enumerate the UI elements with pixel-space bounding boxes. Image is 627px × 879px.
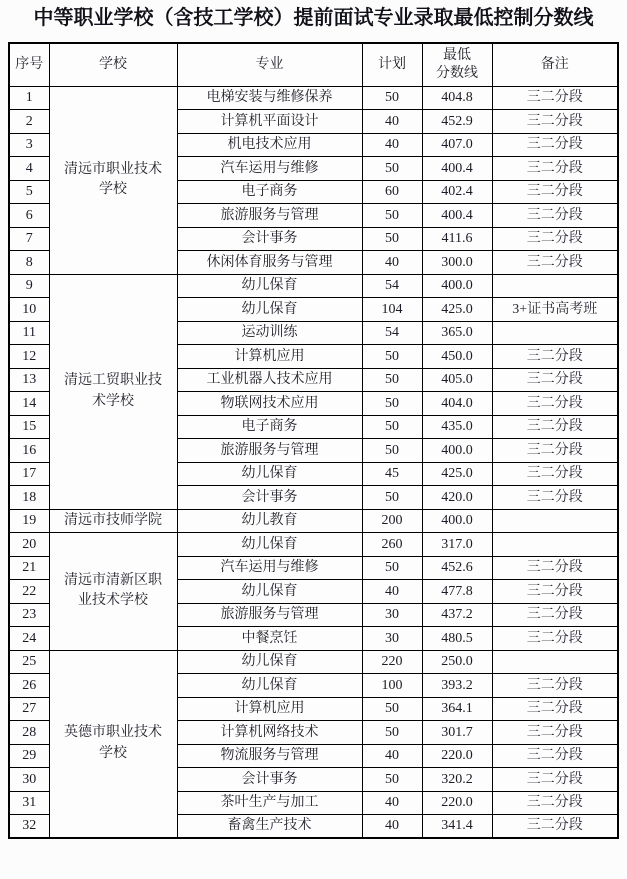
header-plan: 计划: [362, 43, 422, 86]
remark: 三二分段: [492, 204, 618, 228]
remark: 三二分段: [492, 697, 618, 721]
header-row: [9, 43, 618, 86]
plan-count: 40: [362, 791, 422, 815]
plan-count: 100: [362, 674, 422, 698]
school-name: 清远工贸职业技术学校: [49, 274, 177, 509]
min-score: 320.2: [422, 768, 492, 792]
row-number: 14: [9, 392, 49, 416]
min-score: 407.0: [422, 133, 492, 157]
min-score: 400.0: [422, 439, 492, 463]
major-name: 汽车运用与维修: [177, 556, 362, 580]
school-name: 清远市职业技术学校: [49, 86, 177, 274]
major-name: 会计事务: [177, 768, 362, 792]
row-number: 9: [9, 274, 49, 298]
row-number: 12: [9, 345, 49, 369]
row-number: 10: [9, 298, 49, 322]
major-name: 计算机网络技术: [177, 721, 362, 745]
plan-count: 50: [362, 368, 422, 392]
major-name: 幼儿保育: [177, 298, 362, 322]
major-name: 会计事务: [177, 486, 362, 510]
major-name: 幼儿保育: [177, 533, 362, 557]
header-major: 专业: [177, 43, 362, 86]
row-number: 21: [9, 556, 49, 580]
plan-count: 50: [362, 157, 422, 181]
remark: 三二分段: [492, 110, 618, 134]
plan-count: 50: [362, 768, 422, 792]
row-number: 29: [9, 744, 49, 768]
remark: 三二分段: [492, 462, 618, 486]
min-score: 220.0: [422, 791, 492, 815]
remark: 三二分段: [492, 227, 618, 251]
row-number: 2: [9, 110, 49, 134]
remark: 三二分段: [492, 86, 618, 110]
major-name: 幼儿保育: [177, 650, 362, 674]
header-remark: 备注: [492, 43, 618, 86]
min-score: 411.6: [422, 227, 492, 251]
page-title: 中等职业学校（含技工学校）提前面试专业录取最低控制分数线: [33, 7, 594, 29]
row-number: 4: [9, 157, 49, 181]
row-number: 7: [9, 227, 49, 251]
plan-count: 40: [362, 815, 422, 839]
row-number: 27: [9, 697, 49, 721]
min-score: 404.0: [422, 392, 492, 416]
remark: 三二分段: [492, 439, 618, 463]
remark: 三二分段: [492, 791, 618, 815]
table-row: [9, 650, 618, 674]
row-number: 22: [9, 580, 49, 604]
table-header: [9, 43, 618, 86]
plan-count: 40: [362, 744, 422, 768]
major-name: 计算机应用: [177, 345, 362, 369]
header-no: 序号: [9, 43, 49, 86]
remark: 三二分段: [492, 556, 618, 580]
plan-count: 40: [362, 580, 422, 604]
major-name: 旅游服务与管理: [177, 603, 362, 627]
min-score: 435.0: [422, 415, 492, 439]
major-name: 幼儿保育: [177, 462, 362, 486]
major-name: 幼儿保育: [177, 580, 362, 604]
plan-count: 30: [362, 627, 422, 651]
remark: [492, 650, 618, 674]
plan-count: 40: [362, 251, 422, 275]
remark: [492, 533, 618, 557]
major-name: 幼儿教育: [177, 509, 362, 533]
row-number: 11: [9, 321, 49, 345]
plan-count: 50: [362, 415, 422, 439]
row-number: 3: [9, 133, 49, 157]
plan-count: 45: [362, 462, 422, 486]
remark: [492, 321, 618, 345]
remark: 3+证书高考班: [492, 298, 618, 322]
plan-count: 104: [362, 298, 422, 322]
major-name: 幼儿保育: [177, 274, 362, 298]
remark: 三二分段: [492, 368, 618, 392]
school-name: 英德市职业技术学校: [49, 650, 177, 838]
row-number: 23: [9, 603, 49, 627]
min-score: 404.8: [422, 86, 492, 110]
plan-count: 60: [362, 180, 422, 204]
header-min-score-line1: 最低: [443, 48, 471, 64]
plan-count: 50: [362, 697, 422, 721]
plan-count: 54: [362, 321, 422, 345]
row-number: 32: [9, 815, 49, 839]
major-name: 电子商务: [177, 415, 362, 439]
min-score: 452.6: [422, 556, 492, 580]
min-score: 341.4: [422, 815, 492, 839]
row-number: 8: [9, 251, 49, 275]
score-table: [8, 42, 619, 839]
plan-count: 50: [362, 721, 422, 745]
remark: 三二分段: [492, 815, 618, 839]
min-score: 425.0: [422, 298, 492, 322]
table-row: [9, 274, 618, 298]
remark: 三二分段: [492, 157, 618, 181]
major-name: 工业机器人技术应用: [177, 368, 362, 392]
plan-count: 40: [362, 133, 422, 157]
remark: 三二分段: [492, 133, 618, 157]
remark: 三二分段: [492, 627, 618, 651]
min-score: 400.0: [422, 274, 492, 298]
major-name: 休闲体育服务与管理: [177, 251, 362, 275]
min-score: 402.4: [422, 180, 492, 204]
min-score: 400.4: [422, 157, 492, 181]
remark: 三二分段: [492, 415, 618, 439]
remark: [492, 509, 618, 533]
plan-count: 200: [362, 509, 422, 533]
min-score: 365.0: [422, 321, 492, 345]
row-number: 28: [9, 721, 49, 745]
min-score: 477.8: [422, 580, 492, 604]
min-score: 405.0: [422, 368, 492, 392]
school-name: 清远市清新区职业技术学校: [49, 533, 177, 651]
row-number: 20: [9, 533, 49, 557]
remark: 三二分段: [492, 345, 618, 369]
major-name: 电梯安装与维修保养: [177, 86, 362, 110]
major-name: 幼儿保育: [177, 674, 362, 698]
remark: [492, 274, 618, 298]
row-number: 18: [9, 486, 49, 510]
min-score: 480.5: [422, 627, 492, 651]
row-number: 1: [9, 86, 49, 110]
remark: 三二分段: [492, 180, 618, 204]
header-min-score: [422, 43, 492, 86]
plan-count: 50: [362, 439, 422, 463]
major-name: 电子商务: [177, 180, 362, 204]
major-name: 旅游服务与管理: [177, 439, 362, 463]
plan-count: 30: [362, 603, 422, 627]
major-name: 物流服务与管理: [177, 744, 362, 768]
remark: 三二分段: [492, 721, 618, 745]
min-score: 301.7: [422, 721, 492, 745]
plan-count: 54: [362, 274, 422, 298]
major-name: 计算机应用: [177, 697, 362, 721]
plan-count: 40: [362, 110, 422, 134]
plan-count: 50: [362, 392, 422, 416]
remark: 三二分段: [492, 674, 618, 698]
plan-count: 50: [362, 227, 422, 251]
min-score: 425.0: [422, 462, 492, 486]
row-number: 16: [9, 439, 49, 463]
row-number: 5: [9, 180, 49, 204]
major-name: 机电技术应用: [177, 133, 362, 157]
plan-count: 50: [362, 86, 422, 110]
min-score: 220.0: [422, 744, 492, 768]
row-number: 6: [9, 204, 49, 228]
remark: 三二分段: [492, 486, 618, 510]
remark: 三二分段: [492, 603, 618, 627]
major-name: 计算机平面设计: [177, 110, 362, 134]
header-min-score-line2: 分数线: [436, 65, 478, 81]
min-score: 400.0: [422, 509, 492, 533]
major-name: 畜禽生产技术: [177, 815, 362, 839]
major-name: 运动训练: [177, 321, 362, 345]
min-score: 437.2: [422, 603, 492, 627]
major-name: 旅游服务与管理: [177, 204, 362, 228]
major-name: 茶叶生产与加工: [177, 791, 362, 815]
table-body: [9, 86, 618, 838]
plan-count: 50: [362, 556, 422, 580]
remark: 三二分段: [492, 744, 618, 768]
row-number: 31: [9, 791, 49, 815]
plan-count: 220: [362, 650, 422, 674]
header-school: 学校: [49, 43, 177, 86]
major-name: 会计事务: [177, 227, 362, 251]
table-row: [9, 86, 618, 110]
row-number: 25: [9, 650, 49, 674]
row-number: 19: [9, 509, 49, 533]
table-row: [9, 533, 618, 557]
plan-count: 50: [362, 204, 422, 228]
plan-count: 260: [362, 533, 422, 557]
plan-count: 50: [362, 486, 422, 510]
row-number: 26: [9, 674, 49, 698]
remark: 三二分段: [492, 251, 618, 275]
min-score: 452.9: [422, 110, 492, 134]
major-name: 中餐烹饪: [177, 627, 362, 651]
row-number: 24: [9, 627, 49, 651]
min-score: 300.0: [422, 251, 492, 275]
min-score: 393.2: [422, 674, 492, 698]
min-score: 450.0: [422, 345, 492, 369]
row-number: 15: [9, 415, 49, 439]
min-score: 420.0: [422, 486, 492, 510]
table-row: [9, 509, 618, 533]
min-score: 364.1: [422, 697, 492, 721]
row-number: 13: [9, 368, 49, 392]
plan-count: 50: [362, 345, 422, 369]
remark: 三二分段: [492, 580, 618, 604]
min-score: 250.0: [422, 650, 492, 674]
remark: 三二分段: [492, 392, 618, 416]
major-name: 物联网技术应用: [177, 392, 362, 416]
remark: 三二分段: [492, 768, 618, 792]
min-score: 317.0: [422, 533, 492, 557]
row-number: 30: [9, 768, 49, 792]
major-name: 汽车运用与维修: [177, 157, 362, 181]
row-number: 17: [9, 462, 49, 486]
school-name: 清远市技师学院: [49, 509, 177, 533]
min-score: 400.4: [422, 204, 492, 228]
